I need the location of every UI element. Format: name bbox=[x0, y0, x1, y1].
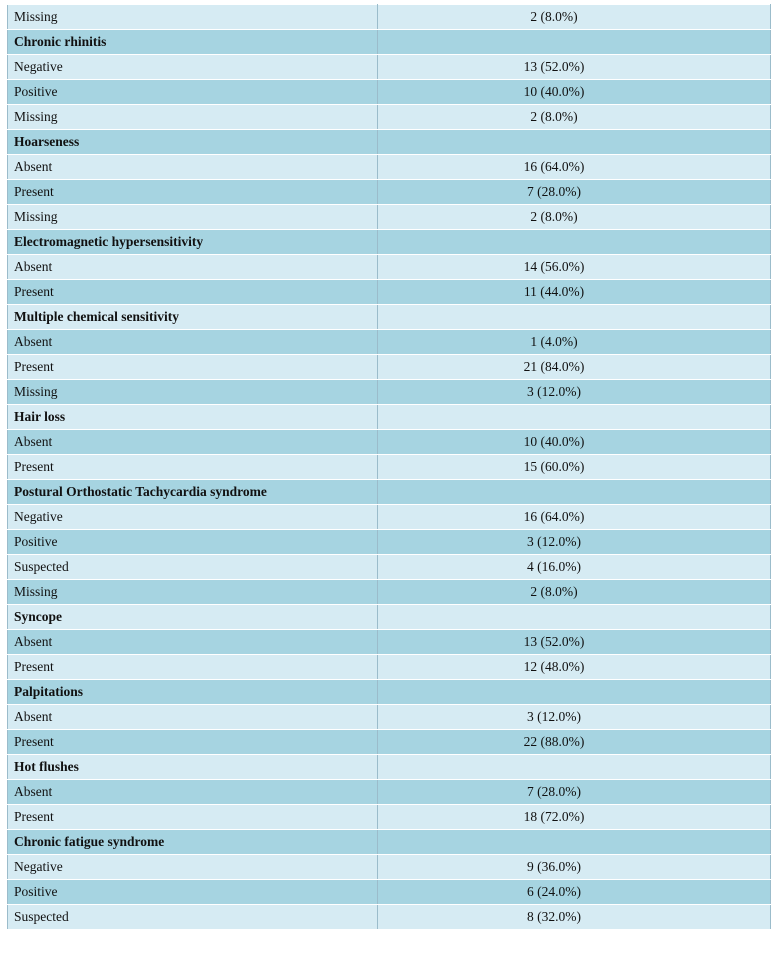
count-percent-value: 18 (72.0%) bbox=[378, 805, 771, 830]
category-label: Present bbox=[8, 355, 378, 380]
count-percent-value: 3 (12.0%) bbox=[378, 380, 771, 405]
section-header-row bbox=[8, 605, 771, 630]
count-percent-value: 16 (64.0%) bbox=[378, 505, 771, 530]
section-header-row bbox=[8, 30, 771, 55]
category-label: Present bbox=[8, 805, 378, 830]
symptoms-table bbox=[7, 4, 771, 930]
count-percent-value bbox=[378, 230, 771, 255]
category-label: Present bbox=[8, 180, 378, 205]
section-header-row bbox=[8, 305, 771, 330]
category-label: Absent bbox=[8, 255, 378, 280]
count-percent-value bbox=[378, 605, 771, 630]
section-title: Postural Orthostatic Tachycardia syndrome bbox=[8, 480, 378, 505]
category-label: Present bbox=[8, 280, 378, 305]
table-row bbox=[8, 280, 771, 305]
count-percent-value: 13 (52.0%) bbox=[378, 55, 771, 80]
table-row bbox=[8, 855, 771, 880]
section-title: Electromagnetic hypersensitivity bbox=[8, 230, 378, 255]
table-row bbox=[8, 330, 771, 355]
table-row bbox=[8, 780, 771, 805]
count-percent-value bbox=[378, 30, 771, 55]
table-row bbox=[8, 455, 771, 480]
count-percent-value: 13 (52.0%) bbox=[378, 630, 771, 655]
section-header-row bbox=[8, 230, 771, 255]
count-percent-value: 10 (40.0%) bbox=[378, 80, 771, 105]
section-title: Hoarseness bbox=[8, 130, 378, 155]
section-header-row bbox=[8, 405, 771, 430]
table-row bbox=[8, 905, 771, 930]
category-label: Absent bbox=[8, 330, 378, 355]
section-header-row bbox=[8, 680, 771, 705]
table-row bbox=[8, 80, 771, 105]
category-label: Absent bbox=[8, 430, 378, 455]
count-percent-value: 10 (40.0%) bbox=[378, 430, 771, 455]
category-label: Negative bbox=[8, 505, 378, 530]
table-row bbox=[8, 355, 771, 380]
category-label: Present bbox=[8, 730, 378, 755]
table-body bbox=[8, 5, 771, 930]
count-percent-value: 7 (28.0%) bbox=[378, 180, 771, 205]
category-label: Missing bbox=[8, 105, 378, 130]
category-label: Absent bbox=[8, 705, 378, 730]
table-row bbox=[8, 55, 771, 80]
table-row bbox=[8, 805, 771, 830]
count-percent-value: 3 (12.0%) bbox=[378, 705, 771, 730]
count-percent-value: 7 (28.0%) bbox=[378, 780, 771, 805]
count-percent-value bbox=[378, 755, 771, 780]
table-row bbox=[8, 255, 771, 280]
category-label: Positive bbox=[8, 80, 378, 105]
count-percent-value bbox=[378, 130, 771, 155]
count-percent-value: 9 (36.0%) bbox=[378, 855, 771, 880]
category-label: Missing bbox=[8, 205, 378, 230]
count-percent-value: 15 (60.0%) bbox=[378, 455, 771, 480]
category-label: Present bbox=[8, 455, 378, 480]
table-row bbox=[8, 430, 771, 455]
count-percent-value: 12 (48.0%) bbox=[378, 655, 771, 680]
count-percent-value: 11 (44.0%) bbox=[378, 280, 771, 305]
count-percent-value bbox=[378, 480, 771, 505]
count-percent-value bbox=[378, 830, 771, 855]
table-row bbox=[8, 180, 771, 205]
table-row bbox=[8, 730, 771, 755]
count-percent-value bbox=[378, 405, 771, 430]
count-percent-value: 22 (88.0%) bbox=[378, 730, 771, 755]
category-label: Suspected bbox=[8, 555, 378, 580]
table-row bbox=[8, 105, 771, 130]
section-header-row bbox=[8, 480, 771, 505]
category-label: Positive bbox=[8, 530, 378, 555]
count-percent-value bbox=[378, 305, 771, 330]
count-percent-value: 2 (8.0%) bbox=[378, 205, 771, 230]
count-percent-value: 6 (24.0%) bbox=[378, 880, 771, 905]
table-row bbox=[8, 630, 771, 655]
table-row bbox=[8, 655, 771, 680]
count-percent-value bbox=[378, 680, 771, 705]
category-label: Negative bbox=[8, 855, 378, 880]
table-row bbox=[8, 5, 771, 30]
count-percent-value: 4 (16.0%) bbox=[378, 555, 771, 580]
table-row bbox=[8, 505, 771, 530]
table-row bbox=[8, 705, 771, 730]
category-label: Absent bbox=[8, 780, 378, 805]
section-title: Chronic fatigue syndrome bbox=[8, 830, 378, 855]
category-label: Negative bbox=[8, 55, 378, 80]
count-percent-value: 2 (8.0%) bbox=[378, 580, 771, 605]
section-header-row bbox=[8, 755, 771, 780]
count-percent-value: 14 (56.0%) bbox=[378, 255, 771, 280]
section-title: Palpitations bbox=[8, 680, 378, 705]
category-label: Present bbox=[8, 655, 378, 680]
section-title: Multiple chemical sensitivity bbox=[8, 305, 378, 330]
table-row bbox=[8, 205, 771, 230]
section-title: Hair loss bbox=[8, 405, 378, 430]
category-label: Missing bbox=[8, 380, 378, 405]
category-label: Absent bbox=[8, 630, 378, 655]
table-row bbox=[8, 155, 771, 180]
table-row bbox=[8, 880, 771, 905]
section-title: Chronic rhinitis bbox=[8, 30, 378, 55]
table-row bbox=[8, 530, 771, 555]
category-label: Missing bbox=[8, 580, 378, 605]
count-percent-value: 3 (12.0%) bbox=[378, 530, 771, 555]
count-percent-value: 1 (4.0%) bbox=[378, 330, 771, 355]
section-header-row bbox=[8, 130, 771, 155]
category-label: Suspected bbox=[8, 905, 378, 930]
category-label: Positive bbox=[8, 880, 378, 905]
category-label: Missing bbox=[8, 5, 378, 30]
table-row bbox=[8, 380, 771, 405]
count-percent-value: 21 (84.0%) bbox=[378, 355, 771, 380]
section-title: Syncope bbox=[8, 605, 378, 630]
count-percent-value: 2 (8.0%) bbox=[378, 105, 771, 130]
category-label: Absent bbox=[8, 155, 378, 180]
count-percent-value: 2 (8.0%) bbox=[378, 5, 771, 30]
count-percent-value: 16 (64.0%) bbox=[378, 155, 771, 180]
section-header-row bbox=[8, 830, 771, 855]
count-percent-value: 8 (32.0%) bbox=[378, 905, 771, 930]
table-row bbox=[8, 555, 771, 580]
table-row bbox=[8, 580, 771, 605]
section-title: Hot flushes bbox=[8, 755, 378, 780]
